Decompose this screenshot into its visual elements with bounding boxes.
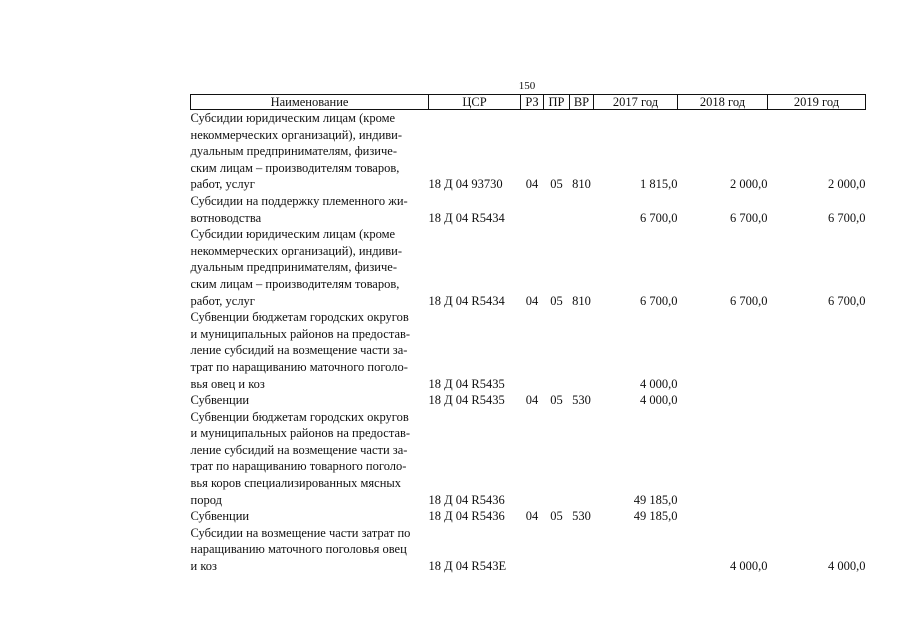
row-name-line: ление субсидий на возмещение части за- [190,442,408,457]
row-name [191,392,429,409]
header-rz: РЗ [521,95,544,110]
row-value-2019: 6 700,0 [828,210,866,225]
row-name-line: ление субсидий на возмещение части за- [190,343,408,358]
row-name [191,508,429,525]
row-value-2019 [768,409,866,509]
row-name [191,110,429,193]
row-rz [521,409,544,509]
row-value-2017: 1 815,0 [640,177,678,192]
row-name-line: Субсидии юридическим лицам (кроме [190,111,396,125]
table-body [191,110,866,575]
row-name [191,309,429,392]
row-value-2019: 4 000,0 [828,559,866,574]
row-value-2018: 2 000,0 [730,177,768,192]
row-value-2017: 4 000,0 [640,393,678,408]
table-row [191,193,866,226]
row-name-line: Субвенции [190,509,250,524]
row-name-line: Субвенции бюджетам городских округов [190,409,409,424]
row-name-line: и муниципальных районов на предостав- [190,326,411,341]
row-value-2018: 4 000,0 [730,559,768,574]
row-name-line: Субсидии на возмещение части затрат по [190,525,411,540]
row-vr [570,309,594,392]
row-name-line: дуальным предпринимателям, физиче- [190,260,397,275]
row-value-2017 [594,525,678,575]
row-name-line: и коз [190,559,217,574]
row-name-line: Субсидии юридическим лицам (кроме [190,227,396,242]
row-value-2017: 6 700,0 [640,210,678,225]
table-row [191,309,866,392]
row-value-2018 [678,508,768,525]
row-vr: 530 [572,393,591,408]
row-name-line: Субвенции бюджетам городских округов [190,310,409,325]
row-csr: 18 Д 04 R5436 [428,509,505,524]
row-value-2017: 49 185,0 [633,492,678,507]
budget-table [190,94,866,575]
row-name [191,226,429,309]
row-pr: 05 [550,177,563,192]
row-name-line: работ, услуг [190,293,255,308]
row-rz: 04 [525,393,539,408]
row-pr [544,309,570,392]
row-name-line: некоммерческих организаций), индиви- [190,243,403,258]
row-value-2019 [768,508,866,525]
row-name-line: некоммерческих организаций), индиви- [190,127,403,142]
table-header-row [191,95,866,110]
row-rz: 04 [525,293,539,308]
row-csr: 18 Д 04 93730 [428,177,503,192]
row-name-line: трат по наращиванию маточного поголо- [190,359,408,374]
row-rz [521,309,544,392]
row-vr: 810 [572,177,591,192]
table-row [191,392,866,409]
row-pr [544,409,570,509]
row-name-line: ским лицам – производителям товаров, [190,160,400,175]
row-value-2018 [678,409,768,509]
row-value-2017: 4 000,0 [640,376,678,391]
row-name-line: дуальным предпринимателям, физиче- [190,144,397,159]
row-name-line: вотноводства [190,210,262,225]
row-value-2017: 49 185,0 [633,509,678,524]
header-vr: ВР [570,95,594,110]
row-name-line: наращиванию маточного поголовья овец [190,542,407,557]
row-vr: 810 [572,293,591,308]
table-row [191,409,866,509]
row-name-line: и муниципальных районов на предостав- [190,426,411,441]
row-name-line: вья овец и коз [190,376,265,391]
table-row [191,226,866,309]
row-vr: 530 [572,509,591,524]
row-pr [544,525,570,575]
row-value-2017: 6 700,0 [640,293,678,308]
table-row [191,525,866,575]
row-rz: 04 [525,177,539,192]
row-value-2019 [768,309,866,392]
row-name [191,525,429,575]
row-value-2019: 2 000,0 [828,177,866,192]
row-csr: 18 Д 04 R5435 [428,376,505,391]
header-pr: ПР [544,95,570,110]
row-pr: 05 [550,393,563,408]
row-csr: 18 Д 04 R5435 [428,393,505,408]
header-csr: ЦСР [429,95,521,110]
row-vr [570,409,594,509]
row-rz: 04 [525,509,539,524]
row-pr: 05 [550,509,563,524]
header-name: Наименование [191,95,429,110]
row-value-2018: 6 700,0 [730,293,768,308]
row-name-line: работ, услуг [190,177,255,192]
page-number: 150 [518,80,536,92]
header-2017: 2017 год [594,95,678,110]
row-value-2018 [678,309,768,392]
row-name-line: Субсидии на поддержку племенного жи- [190,193,408,208]
row-rz [521,525,544,575]
header-2018: 2018 год [678,95,768,110]
row-vr [570,525,594,575]
row-name [191,409,429,509]
table-row [191,110,866,193]
row-pr [544,193,570,226]
header-2019: 2019 год [768,95,866,110]
row-name-line: вья коров специализированных мясных [190,476,402,491]
row-value-2018 [678,392,768,409]
row-name [191,193,429,226]
row-name-line: ским лицам – производителям товаров, [190,276,400,291]
row-value-2018: 6 700,0 [730,210,768,225]
row-value-2019: 6 700,0 [828,293,866,308]
row-name-line: Субвенции [190,393,250,408]
row-vr [570,193,594,226]
row-value-2019 [768,392,866,409]
row-csr: 18 Д 04 R543Е [428,559,507,574]
row-csr: 18 Д 04 R5436 [428,492,505,507]
row-rz [521,193,544,226]
row-csr: 18 Д 04 R5434 [428,293,505,308]
row-name-line: пород [190,492,222,507]
table-row [191,508,866,525]
row-csr: 18 Д 04 R5434 [428,210,505,225]
row-pr: 05 [550,293,563,308]
row-name-line: трат по наращиванию товарного поголо- [190,459,407,474]
